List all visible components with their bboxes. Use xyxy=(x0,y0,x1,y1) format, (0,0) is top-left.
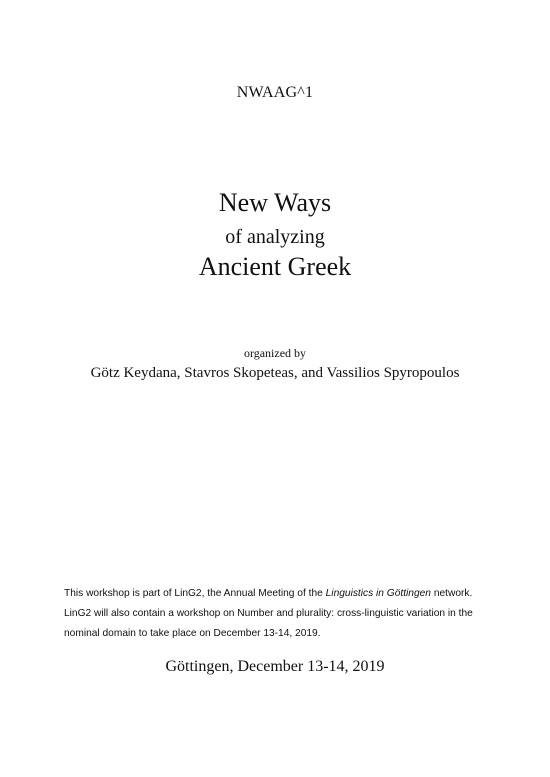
notice-text-part-1: This workshop is part of LinG2, the Annual Meeting of the xyxy=(64,588,326,599)
network-name: Linguistics in Göttingen xyxy=(325,588,431,599)
place-and-date: Göttingen, December 13-14, 2019 xyxy=(165,658,385,675)
organized-by-label: organized by xyxy=(243,346,307,360)
title-line-1: New Ways xyxy=(218,188,332,217)
title-line-3: Ancient Greek xyxy=(198,252,352,281)
workshop-acronym: NWAAG^1 xyxy=(236,84,314,101)
organizer-names: Götz Keydana, Stavros Skopeteas, and Vassilios Spyropoulos xyxy=(90,365,460,381)
workshop-notice xyxy=(64,584,494,644)
title-line-2: of analyzing xyxy=(225,226,325,248)
notice-text-part-2: network. LinG2 will also contain a workshop on Number and plurality: cross-linguistic variation in the nominal domain to take place on December 13-14, 2019. xyxy=(64,588,473,639)
